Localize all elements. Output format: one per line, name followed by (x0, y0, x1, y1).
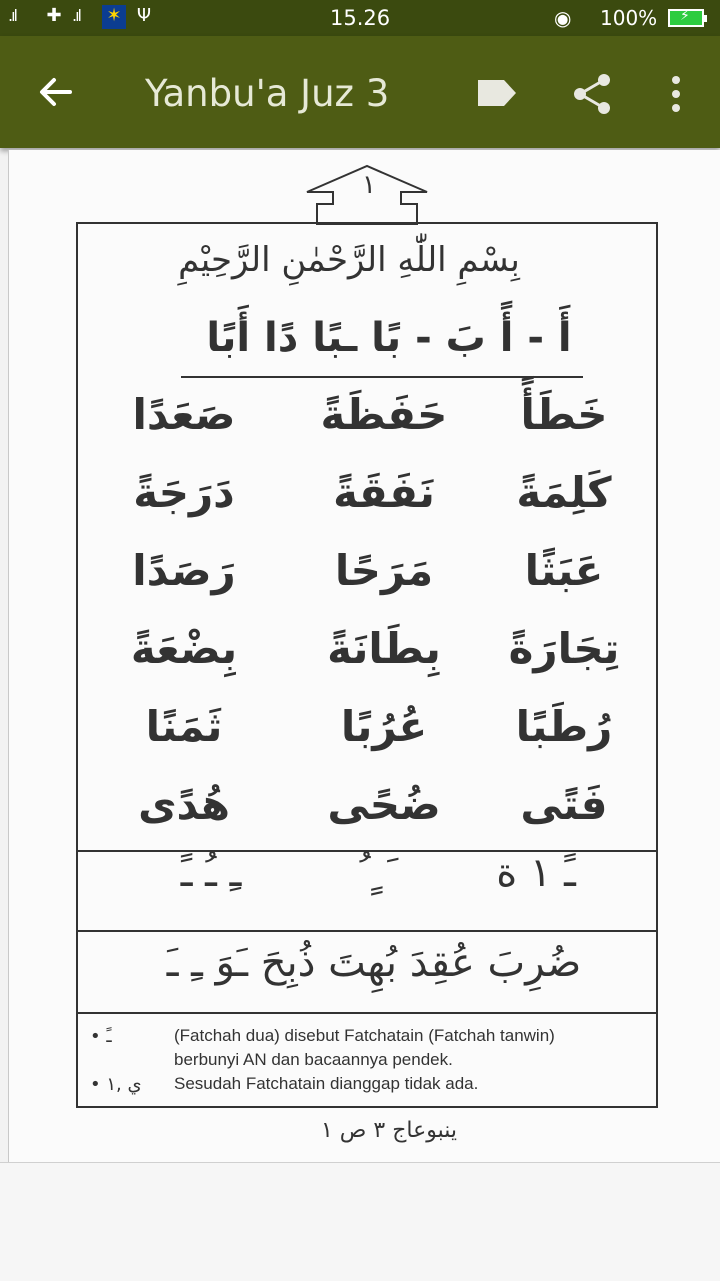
arabic-word: تِجَارَةً (508, 624, 620, 673)
harakat-group-2: َ ٍ ُ (359, 850, 383, 896)
signal-icon-2: .ıl (72, 6, 80, 25)
section-divider-3 (76, 1012, 658, 1014)
lesson-header: أَ - أً بَ - بًا ـبًا دًا أَبًا (206, 315, 572, 361)
note-line-3: Sesudah Fatchatain dianggap tidak ada. (174, 1074, 479, 1093)
arabic-word: نَفَقَةً (333, 468, 435, 517)
arabic-word: فَتًى (520, 780, 608, 829)
more-vert-icon[interactable] (660, 72, 692, 116)
signal-icon: .ıl (8, 6, 16, 25)
arabic-word: هُدًى (138, 780, 230, 829)
arabic-word: رُطَبًا (515, 702, 613, 751)
book-page[interactable] (8, 150, 720, 1162)
blank-area (0, 1162, 720, 1281)
arabic-word: عُرُبًا (340, 702, 428, 751)
page-number: ١ (362, 170, 376, 200)
label-icon[interactable] (474, 76, 518, 110)
note-line-2: berbunyi AN dan bacaannya pendek. (174, 1050, 453, 1069)
back-arrow-icon[interactable] (32, 70, 80, 114)
usb-icon: Ψ (136, 5, 152, 26)
battery-icon: ⚡ (668, 9, 704, 27)
notification-icon: ✚ (46, 5, 62, 26)
app-notification-icon: ✶ (102, 5, 126, 29)
arabic-word: دَرَجَةً (133, 468, 235, 517)
battery-percent: 100% (600, 6, 658, 30)
status-bar (0, 0, 720, 36)
section-divider-2 (76, 930, 658, 932)
arabic-word: بِضْعَةً (130, 624, 238, 673)
arabic-word: كَلِمَةً (516, 468, 612, 517)
share-icon[interactable] (566, 72, 618, 116)
arabic-word: حَفَظَةً (320, 390, 448, 439)
arabic-word: صَعَدًا (132, 390, 236, 439)
status-time: 15.26 (330, 6, 391, 30)
note-bullet-3: • ي ,١ (90, 1074, 142, 1095)
bismillah: بِسْمِ اللّٰهِ الرَّحْمٰنِ الرَّحِيْمِ (178, 240, 520, 280)
arabic-word: ثَمَنًا (145, 702, 223, 751)
harakat-group-1: ـً ١ ة (496, 850, 576, 896)
page-reference: ينبوعاج ٣ ص ١ (320, 1118, 458, 1143)
harakat-group-3: ـِ ـُ ـً (180, 850, 242, 896)
eye-icon: ◉ (554, 6, 572, 30)
arabic-word: بِطَانَةً (327, 624, 441, 673)
header-underline (181, 376, 583, 378)
toolbar-title: Yanbu'a Juz 3 (145, 72, 390, 115)
arabic-word: ضُحًى (327, 780, 441, 829)
note-line-1: (Fatchah dua) disebut Fatchatain (Fatchah tanwin) (174, 1026, 555, 1045)
arabic-word: عَبَثًا (524, 546, 604, 595)
app-toolbar (0, 36, 720, 148)
sample-words-row: ضُرِبَ عُقِدَ بُهِتَ ذُبِحَ ـَوَ ـِ ـَ (166, 940, 582, 986)
note-bullet-1: • ـً (90, 1026, 112, 1047)
arabic-word: رَصَدًا (132, 546, 236, 595)
harakat-row (76, 850, 658, 928)
arabic-word: مَرَحًا (334, 546, 434, 595)
arabic-word: خَطَأً (520, 390, 608, 439)
